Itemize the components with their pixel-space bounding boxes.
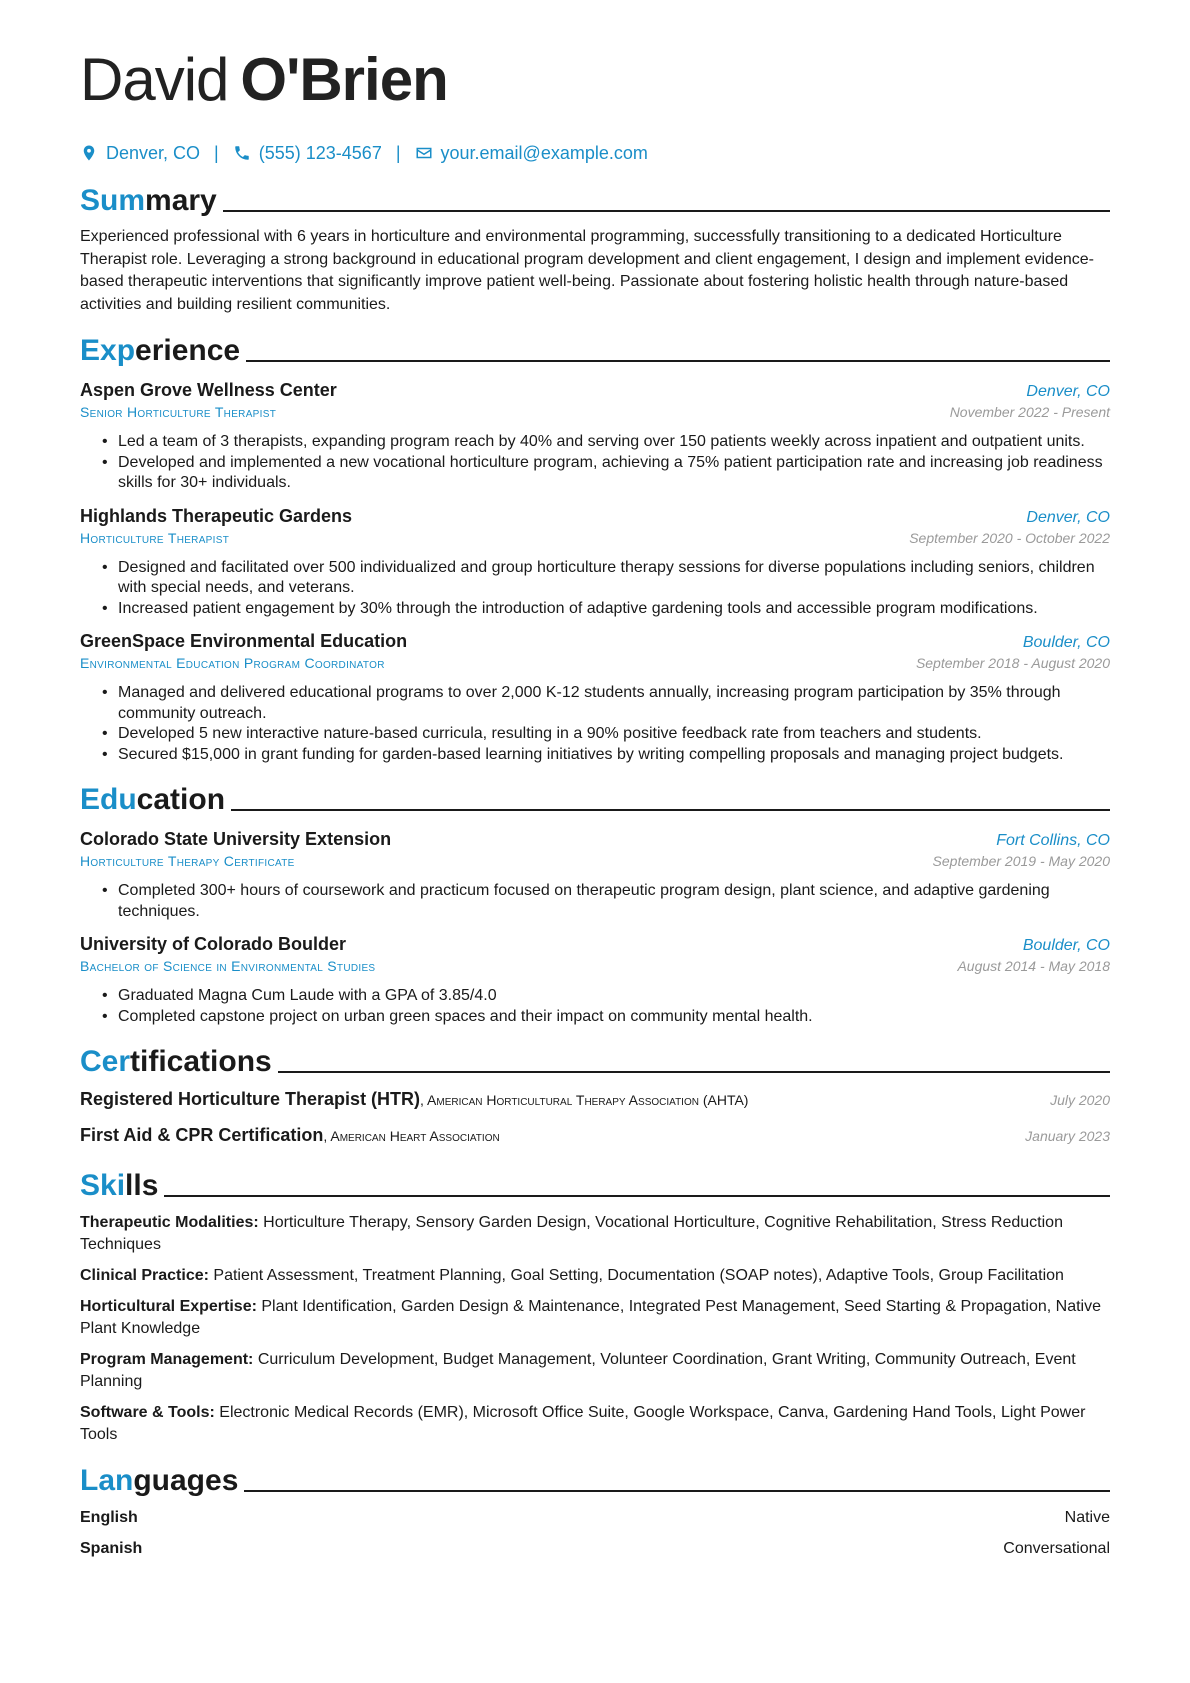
language-name: Spanish <box>80 1540 143 1557</box>
section-title: Education <box>80 783 226 816</box>
skill-category: Horticultural Expertise: <box>80 1298 257 1315</box>
language-name: English <box>80 1509 138 1526</box>
education-entry <box>80 932 1110 1027</box>
skill-values: Plant Identification, Garden Design & Maintenance, Integrated Pest Management, Seed Starting & Propagation, Native Plant Knowledge <box>80 1298 1101 1337</box>
bullet-item: • Led a team of 3 therapists, expanding program reach by 40% and serving over 150 patients weekly across inpatient and outpatient units. <box>102 432 1110 453</box>
skill-row <box>80 1212 1110 1256</box>
skill-row <box>80 1402 1110 1446</box>
skill-category: Therapeutic Modalities: <box>80 1214 259 1231</box>
map-pin-icon <box>80 144 98 162</box>
job-title: Horticulture Therapist <box>80 529 230 546</box>
certifications-section <box>80 1041 1110 1151</box>
section-header <box>80 1041 1110 1079</box>
bullet-item: • Developed and implemented a new vocational horticulture program, achieving a 75% patient participation rate and increasing job readiness skills for 30+ individuals. <box>102 453 1110 494</box>
employer-name: Highlands Therapeutic Gardens <box>80 505 353 526</box>
bullet-item: • Graduated Magna Cum Laude with a GPA of 3.85/4.0 <box>102 986 1110 1007</box>
certification-date: July 2020 <box>1050 1092 1110 1108</box>
section-divider <box>164 1195 1110 1197</box>
section-header <box>80 1460 1110 1498</box>
skill-values: Patient Assessment, Treatment Planning, Goal Setting, Documentation (SOAP notes), Adaptive Tools, Group Facilitation <box>208 1267 1064 1284</box>
envelope-icon <box>415 144 433 162</box>
language-item <box>80 1538 1110 1560</box>
entry-location: Denver, CO <box>1026 383 1110 400</box>
education-section <box>80 779 1110 1027</box>
skill-category: Program Management: <box>80 1351 254 1368</box>
certification-issuer: , American Heart Association <box>323 1128 500 1144</box>
employer-name: GreenSpace Environmental Education <box>80 631 408 651</box>
section-title: Certifications <box>80 1045 272 1078</box>
job-title: Environmental Education Program Coordinator <box>80 655 385 671</box>
summary-text: Experienced professional with 6 years in horticulture and environmental programming, successfully transitioning to a dedicated Horticulture Therapist role. Leveraging a strong background in educational program development and client engagement, I design and implement evidence-based therapeutic interventions that significantly improve patient well-being. Passionate about fostering holistic health through nature-based activities and building resilient communities. <box>80 228 1094 313</box>
bullet-list <box>102 986 1110 1027</box>
section-header <box>80 180 1110 218</box>
contact-line <box>80 140 1110 166</box>
languages-section <box>80 1460 1110 1560</box>
bullet-item: • Increased patient engagement by 30% through the introduction of adaptive gardening tools and accessible program modifications. <box>102 599 1110 620</box>
summary-section <box>80 180 1110 316</box>
entry-dates: August 2014 - May 2018 <box>957 958 1110 974</box>
section-title: Experience <box>80 334 241 367</box>
entry-dates: September 2020 - October 2022 <box>909 529 1110 546</box>
bullet-item: • Secured $15,000 in grant funding for garden-based learning initiatives by writing compelling proposals and managing project budgets. <box>102 745 1110 766</box>
contact-email[interactable] <box>415 143 648 164</box>
skill-values: Horticulture Therapy, Sensory Garden Design, Vocational Horticulture, Cognitive Rehabilitation, Stress Reduction Techniques <box>80 1214 1063 1253</box>
bullet-item: • Developed 5 new interactive nature-based curricula, resulting in a 90% positive feedback rate from teachers and students. <box>102 724 1110 745</box>
section-title: Skills <box>80 1169 159 1202</box>
language-item <box>80 1507 1110 1529</box>
section-title: Summary <box>80 184 217 217</box>
entry-location: Fort Collins, CO <box>996 832 1110 849</box>
skill-row <box>80 1349 1110 1393</box>
institution-name: Colorado State University Extension <box>80 829 392 849</box>
degree-title: Horticulture Therapy Certificate <box>80 853 295 869</box>
skills-section <box>80 1165 1110 1446</box>
bullet-item: • Completed capstone project on urban green spaces and their impact on community mental health. <box>102 1007 1110 1028</box>
employer-name: Aspen Grove Wellness Center <box>80 380 337 400</box>
skill-values: Curriculum Development, Budget Management, Volunteer Coordination, Grant Writing, Community Outreach, Event Planning <box>80 1351 1076 1390</box>
certification-item <box>80 1125 1110 1151</box>
contact-location <box>80 143 200 164</box>
bullet-item: • Designed and facilitated over 500 individualized and group horticulture therapy sessions for diverse populations including seniors, children with special needs, and veterans. <box>102 558 1110 599</box>
bullet-item: • Completed 300+ hours of coursework and practicum focused on therapeutic program design, plant science, and adaptive gardening techniques. <box>102 881 1110 922</box>
experience-section <box>80 330 1110 765</box>
contact-phone[interactable] <box>233 143 382 164</box>
skill-row <box>80 1296 1110 1340</box>
institution-name: University of Colorado Boulder <box>80 934 347 954</box>
certification-name: Registered Horticulture Therapist (HTR) <box>80 1089 421 1109</box>
skill-category: Software & Tools: <box>80 1404 215 1421</box>
certification-issuer: , American Horticultural Therapy Association (AHTA) <box>420 1092 749 1108</box>
experience-entry <box>80 504 1110 620</box>
section-divider <box>244 1490 1110 1492</box>
candidate-name <box>80 40 1110 120</box>
entry-dates: September 2019 - May 2020 <box>932 853 1110 869</box>
contact-separator: | <box>214 142 219 163</box>
bullet-list <box>102 558 1110 620</box>
language-level: Conversational <box>1003 1540 1110 1557</box>
section-divider <box>246 360 1110 362</box>
bullet-list <box>102 683 1110 765</box>
entry-location: Denver, CO <box>1026 508 1110 526</box>
job-title: Senior Horticulture Therapist <box>80 404 277 420</box>
language-level: Native <box>1064 1509 1110 1526</box>
skill-values: Electronic Medical Records (EMR), Microsoft Office Suite, Google Workspace, Canva, Gardening Hand Tools, Light Power Tools <box>80 1404 1086 1443</box>
certification-date: January 2023 <box>1025 1128 1110 1144</box>
skill-row <box>80 1265 1110 1287</box>
education-entry <box>80 827 1110 922</box>
degree-title: Bachelor of Science in Environmental Studies <box>80 958 376 974</box>
first-name: David <box>80 46 229 113</box>
bullet-list <box>102 432 1110 494</box>
section-title: Languages <box>80 1464 239 1497</box>
section-divider <box>231 809 1110 811</box>
phone-icon <box>233 144 251 162</box>
experience-entry <box>80 629 1110 765</box>
bullet-list <box>102 881 1110 922</box>
entry-location: Boulder, CO <box>1022 634 1110 651</box>
experience-entry <box>80 378 1110 494</box>
skill-category: Clinical Practice: <box>80 1267 209 1284</box>
section-header <box>80 330 1110 368</box>
entry-dates: September 2018 - August 2020 <box>915 655 1110 671</box>
section-divider <box>223 210 1110 212</box>
last-name: O'Brien <box>240 46 448 113</box>
contact-separator: | <box>395 142 401 163</box>
bullet-item: • Managed and delivered educational programs to over 2,000 K-12 students annually, increasing program participation by 35% through community outreach. <box>102 683 1110 724</box>
certification-item <box>80 1089 1110 1115</box>
location-text: Denver, CO <box>106 142 201 163</box>
certification-name: First Aid & CPR Certification <box>80 1125 324 1145</box>
phone-text: (555) 123-4567 <box>258 142 382 163</box>
email-link[interactable]: your.email@example.com <box>440 142 648 163</box>
section-divider <box>278 1071 1110 1073</box>
entry-location: Boulder, CO <box>1022 937 1110 954</box>
section-header <box>80 779 1110 817</box>
entry-dates: November 2022 - Present <box>949 404 1110 420</box>
section-header <box>80 1165 1110 1203</box>
